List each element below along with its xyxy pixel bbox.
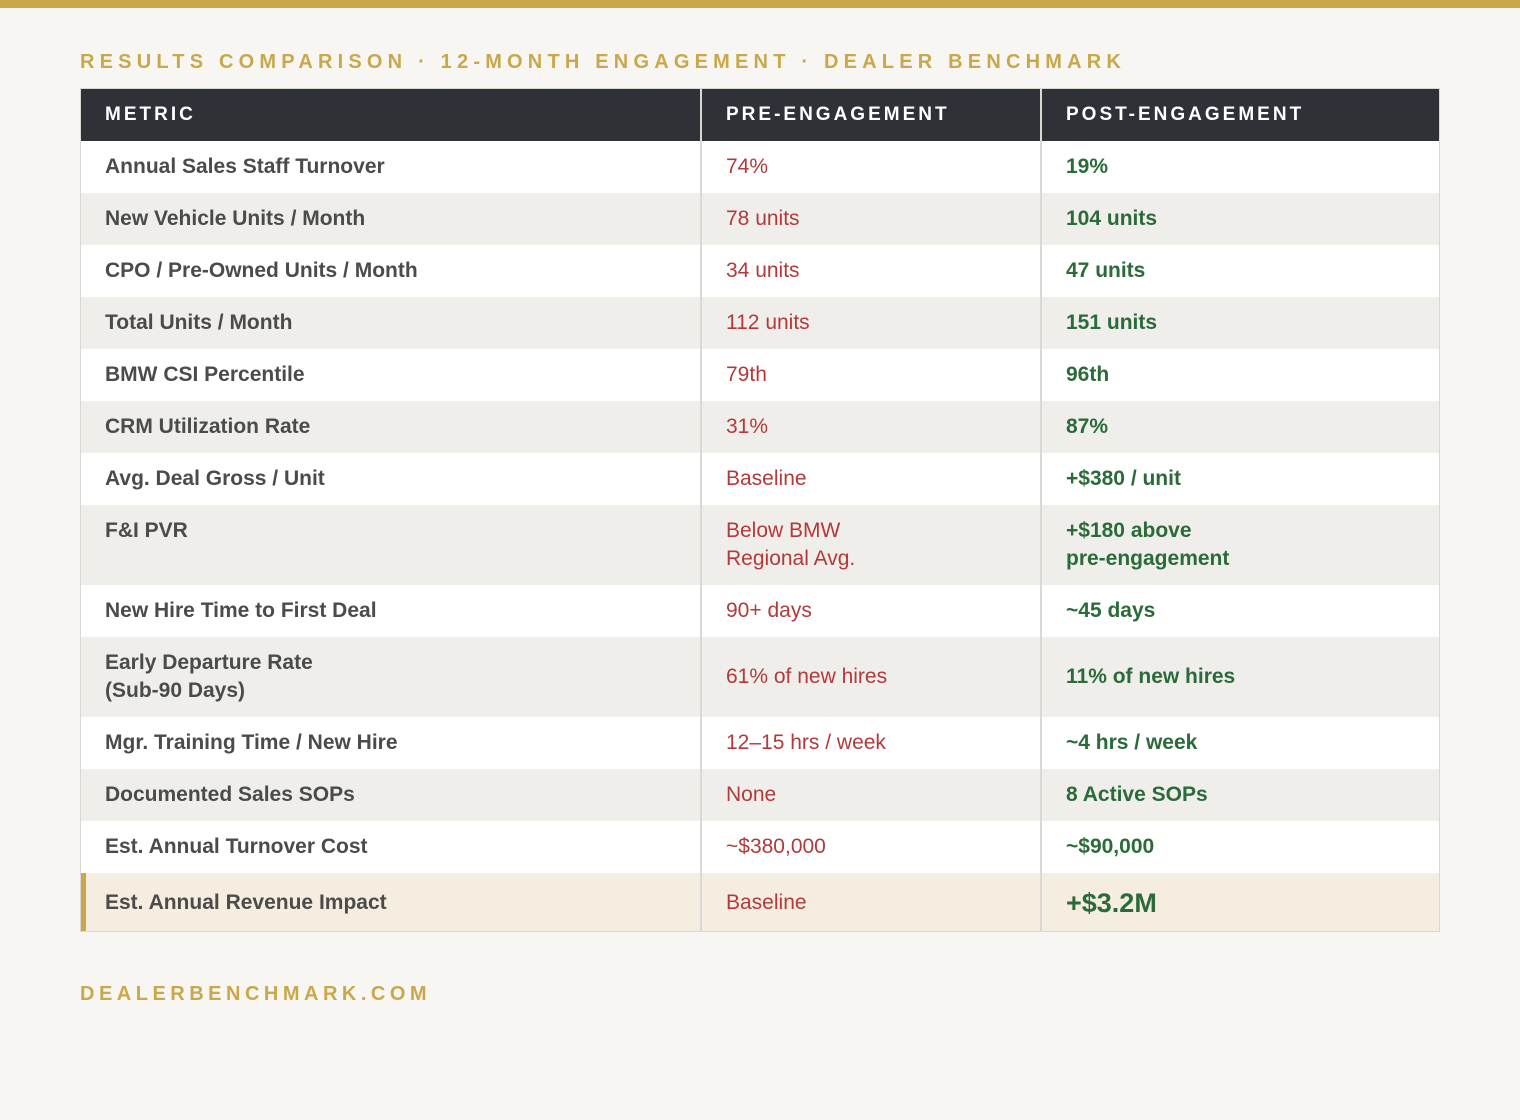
highlight-row: [81, 873, 1439, 931]
metric-cell: Mgr. Training Time / New Hire: [105, 731, 398, 754]
pre-engagement-cell: 34 units: [701, 245, 1041, 297]
post-engagement-cell: +$380 / unit: [1041, 453, 1439, 505]
pre-engagement-cell: 31%: [701, 401, 1041, 453]
metric-cell: F&I PVR: [105, 519, 188, 542]
pre-engagement-cell: None: [701, 769, 1041, 821]
table-row: [81, 245, 1439, 297]
metric-cell: Avg. Deal Gross / Unit: [105, 467, 325, 490]
pre-engagement-cell: Baseline: [701, 453, 1041, 505]
metric-cell: Est. Annual Turnover Cost: [105, 835, 368, 858]
table-row: [81, 505, 1439, 585]
table-header-row: [81, 89, 1439, 141]
table-row: [81, 401, 1439, 453]
page-title: RESULTS COMPARISON · 12-MONTH ENGAGEMENT · DEALER BENCHMARK: [80, 51, 1127, 73]
post-engagement-cell: [1041, 505, 1439, 585]
pre-engagement-cell: 12–15 hrs / week: [701, 717, 1041, 769]
table-row: [81, 141, 1439, 193]
metric-cell: Est. Annual Revenue Impact: [81, 873, 701, 931]
post-engagement-cell: ~$90,000: [1041, 821, 1439, 873]
metric-cell: CRM Utilization Rate: [105, 415, 311, 438]
post-engagement-line: pre-engagement: [1066, 547, 1230, 570]
table-row: [81, 717, 1439, 769]
pre-engagement-cell: 90+ days: [701, 585, 1041, 637]
metric-cell: BMW CSI Percentile: [105, 363, 305, 386]
pre-engagement-cell: Baseline: [701, 873, 1041, 931]
table-row: [81, 453, 1439, 505]
column-header-metric: METRIC: [81, 89, 701, 141]
metric-cell: Documented Sales SOPs: [105, 783, 355, 806]
table-row: [81, 637, 1439, 717]
pre-engagement-cell: [701, 505, 1041, 585]
top-accent-bar: [0, 0, 1520, 8]
table-row: [81, 193, 1439, 245]
post-engagement-cell: 96th: [1041, 349, 1439, 401]
pre-engagement-cell: 74%: [701, 141, 1041, 193]
pre-engagement-cell: 78 units: [701, 193, 1041, 245]
post-engagement-cell: 8 Active SOPs: [1041, 769, 1439, 821]
post-engagement-cell: 87%: [1041, 401, 1439, 453]
metric-line: (Sub-90 Days): [105, 679, 246, 702]
pre-engagement-cell: 79th: [701, 349, 1041, 401]
column-header-post-engagement: POST-ENGAGEMENT: [1041, 89, 1439, 141]
post-engagement-cell: 47 units: [1041, 245, 1439, 297]
pre-engagement-line: Below BMW: [726, 519, 841, 542]
results-table-container: [80, 88, 1440, 932]
post-engagement-cell: 19%: [1041, 141, 1439, 193]
table-row: [81, 585, 1439, 637]
table-body: [81, 141, 1439, 931]
post-engagement-line: +$180 above: [1066, 519, 1192, 542]
pre-engagement-cell: 61% of new hires: [701, 637, 1041, 717]
footer-website: DEALERBENCHMARK.COM: [80, 983, 432, 1005]
metric-cell: Annual Sales Staff Turnover: [105, 155, 385, 178]
pre-engagement-cell: ~$380,000: [701, 821, 1041, 873]
post-engagement-cell: ~4 hrs / week: [1041, 717, 1439, 769]
post-engagement-cell: 11% of new hires: [1041, 637, 1439, 717]
table-header: [81, 89, 1439, 141]
metric-cell: Total Units / Month: [105, 311, 293, 334]
post-engagement-cell: 151 units: [1041, 297, 1439, 349]
post-engagement-cell: +$3.2M: [1041, 873, 1439, 931]
metric-cell: New Vehicle Units / Month: [105, 207, 366, 230]
pre-engagement-cell: 112 units: [701, 297, 1041, 349]
metric-line: Early Departure Rate: [105, 651, 313, 674]
table-row: [81, 349, 1439, 401]
table-row: [81, 297, 1439, 349]
post-engagement-cell: 104 units: [1041, 193, 1439, 245]
post-engagement-cell: ~45 days: [1041, 585, 1439, 637]
table-row: [81, 821, 1439, 873]
column-header-pre-engagement: PRE-ENGAGEMENT: [701, 89, 1041, 141]
table-row: [81, 769, 1439, 821]
metric-cell: [81, 637, 701, 717]
metric-cell: New Hire Time to First Deal: [105, 599, 377, 622]
metric-cell: CPO / Pre-Owned Units / Month: [105, 259, 418, 282]
pre-engagement-line: Regional Avg.: [726, 547, 856, 570]
results-table: [81, 89, 1439, 931]
